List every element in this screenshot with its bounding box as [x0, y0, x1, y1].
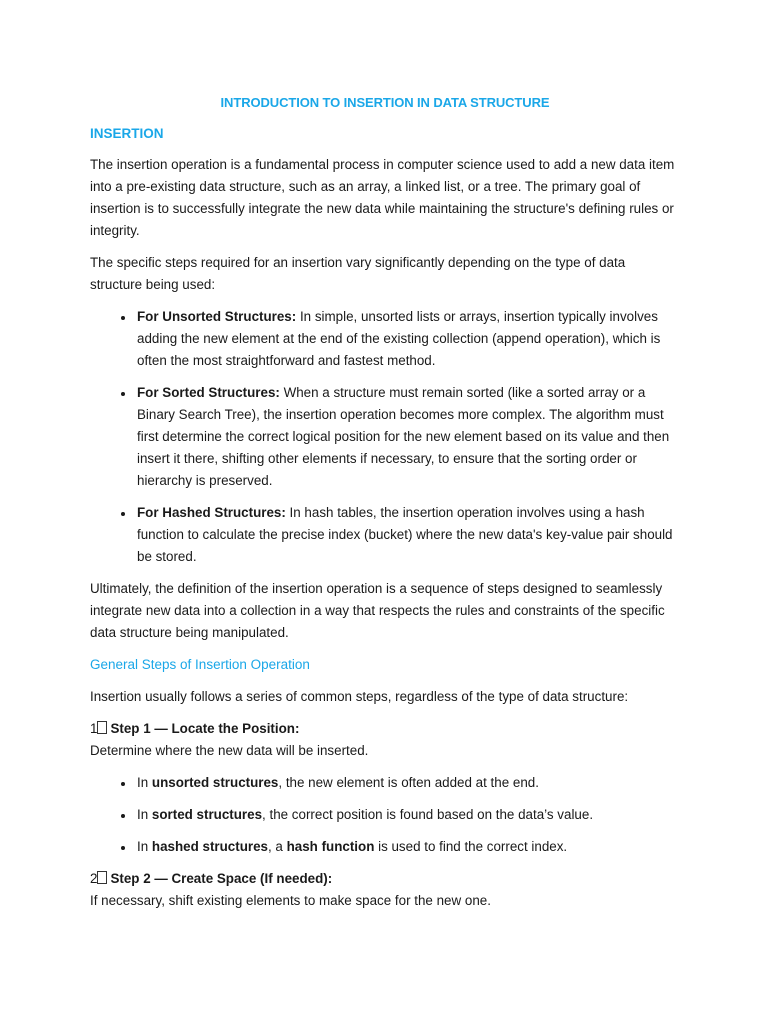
list-item [135, 836, 680, 858]
paragraph-steps-vary: The specific steps required for an insertion vary significantly depending on the type of data structure being used: [90, 255, 626, 292]
text-pre: In [137, 807, 152, 822]
list-item-label: For Unsorted Structures: [137, 309, 297, 324]
missing-glyph-icon [97, 871, 107, 884]
paragraph-common-steps: Insertion usually follows a series of common steps, regardless of the type of data structure: [90, 689, 629, 704]
text-bold-2: hash function [286, 839, 375, 854]
step-1-heading [90, 718, 680, 740]
list-item-text: In hash tables, the insertion operation involves using a hash function to calculate the precise index (bucket) where the new data's key-value pair should be stored. [137, 505, 673, 564]
step-number: 2 [90, 871, 98, 886]
paragraph-intro: The insertion operation is a fundamental process in computer science used to add a new data item into a pre-existing data structure, such as an array, a linked list, or a tree. The primary goal of insertion is to successfully integrate the new data while maintaining the structure's defining rules or integrity. [90, 157, 675, 238]
text-pre: In [137, 839, 152, 854]
document-page [90, 92, 680, 922]
list-item-label: For Sorted Structures: [137, 385, 280, 400]
step-title: Step 2 — Create Space (If needed): [110, 871, 333, 886]
missing-glyph-icon [97, 721, 107, 734]
document-title: INTRODUCTION TO INSERTION IN DATA STRUCTURE [220, 95, 550, 110]
text-mid: , a [267, 839, 287, 854]
list-item [135, 772, 680, 794]
list-item [135, 804, 680, 826]
section-heading-insertion: INSERTION [90, 126, 164, 141]
step-title: Step 1 — Locate the Position: [110, 721, 300, 736]
text-post: is used to find the correct index. [374, 839, 568, 854]
list-item-text: When a structure must remain sorted (like a sorted array or a Binary Search Tree), the insertion operation becomes more complex. The algorithm must first determine the correct logical position for the new element based on its value and then insert it there, shifting other elements if necessary, to ensure that the sorting order or hierarchy is preserved. [137, 385, 670, 488]
list-item-unsorted [135, 306, 680, 372]
step-2-description: If necessary, shift existing elements to make space for the new one. [90, 893, 491, 908]
list-item-hashed [135, 502, 680, 568]
list-item-text: In simple, unsorted lists or arrays, insertion typically involves adding the new element at the end of the existing collection (append operation), which is often the most straightforward and fastest method. [137, 309, 661, 368]
text-mid: , the correct position is found based on the data’s value. [262, 807, 594, 822]
structure-types-list [90, 306, 680, 568]
text-pre: In [137, 775, 152, 790]
list-item-sorted [135, 382, 680, 492]
step-1-list [90, 772, 680, 858]
list-item-label: For Hashed Structures: [137, 505, 286, 520]
paragraph-ultimately: Ultimately, the definition of the insertion operation is a sequence of steps designed to seamlessly integrate new data into a collection in a way that respects the rules and constraints of the specific data structure being manipulated. [90, 581, 665, 640]
step-number: 1 [90, 721, 98, 736]
text-bold: hashed structures [151, 839, 268, 854]
step-1-description: Determine where the new data will be inserted. [90, 743, 369, 758]
step-2-heading [90, 868, 680, 890]
text-bold: unsorted structures [151, 775, 279, 790]
section-heading-general-steps: General Steps of Insertion Operation [90, 657, 310, 672]
text-mid: , the new element is often added at the end. [278, 775, 539, 790]
text-bold: sorted structures [151, 807, 263, 822]
